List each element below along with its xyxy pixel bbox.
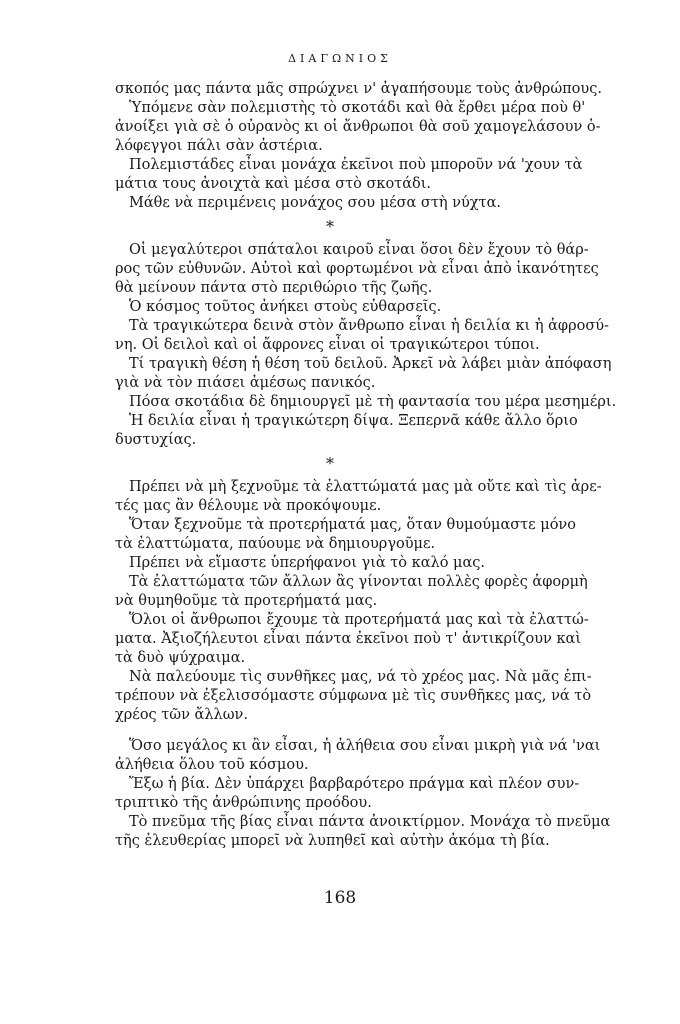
page-number: 168	[323, 888, 357, 908]
paragraph	[115, 156, 583, 194]
text-line: τριπτικὸ τῆς ἀνθρώπινης προόδου.	[115, 795, 372, 811]
text-line: Τὸ πνεῦμα τῆς βίας εἶναι πάντα ἀνοικτίρμον. Μονάχα τὸ πνεῦμα	[129, 814, 611, 830]
text-line: τῆς ἐλευθερίας μπορεῖ νὰ λυπηθεῖ καὶ αὐτὴν ἀκόμα τὴ βία.	[115, 833, 550, 849]
text-line: νὰ θυμηθοῦμε τὰ προτερήματά μας.	[115, 593, 378, 609]
paragraph	[115, 241, 599, 298]
text-column	[115, 80, 617, 851]
paragraph	[115, 298, 545, 317]
text-line: Ἔξω ἡ βία. Δὲν ὑπάρχει βαρβαρότερο πράγμα καὶ πλέον συν-	[129, 776, 580, 792]
paragraph	[115, 813, 611, 851]
text-line: τρέπουν νὰ ἐξελισσόμαστε σύμφωνα μὲ τὶς συνθῆκες μας, νά τὸ	[115, 688, 592, 704]
text-line: ἀνοίξει γιὰ σὲ ὁ οὐρανὸς κι οἱ ἄνθρωποι θὰ σοῦ χαμογελάσουν ὁ-	[115, 119, 601, 135]
text-line: νη. Οἱ δειλοὶ καὶ οἱ ἄφρονες εἶναι οἱ τραγικώτεροι τύποι.	[115, 337, 540, 353]
text-line: Τὰ τραγικώτερα δεινὰ στὸν ἄνθρωπο εἶναι ἡ δειλία κι ἡ ἀφροσύ-	[129, 318, 609, 334]
section-separator: *	[326, 454, 334, 473]
paragraph	[115, 393, 617, 412]
text-line: Πολεμιστάδες εἶναι μονάχα ἐκεῖνοι ποὺ μποροῦν νά 'χουν τὰ	[129, 157, 583, 173]
paragraph	[115, 737, 601, 775]
text-line: γιὰ νὰ τὸν πιάσει ἀμέσως πανικός.	[115, 375, 376, 391]
paragraph	[115, 668, 592, 725]
running-header: ΔΙΑΓΩΝΙΟΣ	[288, 52, 392, 65]
paragraph	[115, 317, 609, 355]
text-line: Τί τραγικὴ θέση ἡ θέση τοῦ δειλοῦ. Ἀρκεῖ νὰ λάβει μιὰν ἀπόφαση	[129, 356, 612, 372]
text-line: Μάθε νὰ περιμένεις μονάχος σου μέσα στὴ νύχτα.	[129, 195, 501, 211]
text-line: Πόσα σκοτάδια δὲ δημιουργεῖ μὲ τὴ φαντασία του μέρα μεσημέρι.	[129, 394, 617, 410]
text-line: μάτια τους ἀνοιχτὰ καὶ μέσα στὸ σκοτάδι.	[115, 176, 432, 192]
paragraph	[115, 194, 545, 213]
paragraph	[115, 99, 601, 156]
paragraph	[115, 554, 545, 573]
text-line: Πρέπει νὰ εἴμαστε ὑπερήφανοι γιὰ τὸ καλό μας.	[129, 555, 485, 571]
section-separator: *	[326, 217, 334, 236]
text-line: λόφεγγοι πάλι σὰν ἀστέρια.	[115, 138, 323, 154]
text-line: Ὅλοι οἱ ἄνθρωποι ἔχουμε τὰ προτερήματά μας καὶ τὰ ἐλαττώ-	[129, 612, 589, 628]
text-line: τὰ δυὸ ψύχραιμα.	[115, 650, 246, 666]
text-line: χρέος τῶν ἄλλων.	[115, 707, 248, 723]
text-line: Οἱ μεγαλύτεροι σπάταλοι καιροῦ εἶναι ὅσοι δὲν ἔχουν τὸ θάρ-	[129, 242, 589, 258]
text-line: Ἡ δειλία εἶναι ἡ τραγικώτερη δίψα. Ξεπερνᾶ κάθε ἄλλο ὅριο	[129, 413, 578, 429]
paragraph	[115, 516, 576, 554]
text-line: ἀλήθεια ὅλου τοῦ κόσμου.	[115, 757, 309, 773]
paragraph	[115, 775, 580, 813]
text-line: Ὑπόμενε σὰν πολεμιστὴς τὸ σκοτάδι καὶ θὰ ἔρθει μέρα ποὺ θ'	[129, 100, 586, 116]
paragraph	[115, 478, 602, 516]
text-line: σκοπός μας πάντα μᾶς σπρώχνει ν' ἀγαπήσουμε τοὺς ἀνθρώπους.	[115, 81, 602, 97]
paragraph	[115, 412, 578, 450]
text-line: δυστυχίας.	[115, 432, 197, 448]
text-line: Ὁ κόσμος τοῦτος ἀνήκει στοὺς εὐθαρσεῖς.	[129, 299, 442, 315]
text-line: ρος τῶν εὐθυνῶν. Αὐτοὶ καὶ φορτωμένοι νὰ εἶναι ἀπὸ ἱκανότητες	[115, 261, 599, 277]
paragraph	[115, 573, 588, 611]
text-line: θὰ μείνουν πάντα στὸ περιθώριο τῆς ζωῆς.	[115, 280, 433, 296]
paragraph	[115, 611, 589, 668]
text-line: Νὰ παλεύουμε τὶς συνθῆκες μας, νά τὸ χρέος μας. Νὰ μᾶς ἐπι-	[129, 669, 592, 685]
text-line: Τὰ ἐλαττώματα τῶν ἄλλων ἂς γίνονται πολλὲς φορὲς ἀφορμὴ	[129, 574, 588, 590]
text-line: τές μας ἂν θέλουμε νὰ προκόψουμε.	[115, 498, 382, 514]
text-line: τὰ ἐλαττώματα, παύουμε νὰ δημιουργοῦμε.	[115, 536, 436, 552]
text-line: Ὅσο μεγάλος κι ἂν εἶσαι, ἡ ἀλήθεια σου εἶναι μικρὴ γιὰ νά 'ναι	[129, 738, 601, 754]
text-line: Πρέπει νὰ μὴ ξεχνοῦμε τὰ ἐλαττώματά μας μὰ οὔτε καὶ τὶς ἀρε-	[129, 479, 602, 495]
paragraph	[115, 80, 602, 99]
paragraph-gap	[115, 725, 545, 737]
text-line: ματα. Ἀξιοζήλευτοι εἶναι πάντα ἐκεῖνοι ποὺ τ' ἀντικρίζουν καὶ	[115, 631, 582, 647]
paragraph	[115, 355, 612, 393]
text-line: Ὅταν ξεχνοῦμε τὰ προτερήματά μας, ὅταν θυμούμαστε μόνο	[129, 517, 576, 533]
